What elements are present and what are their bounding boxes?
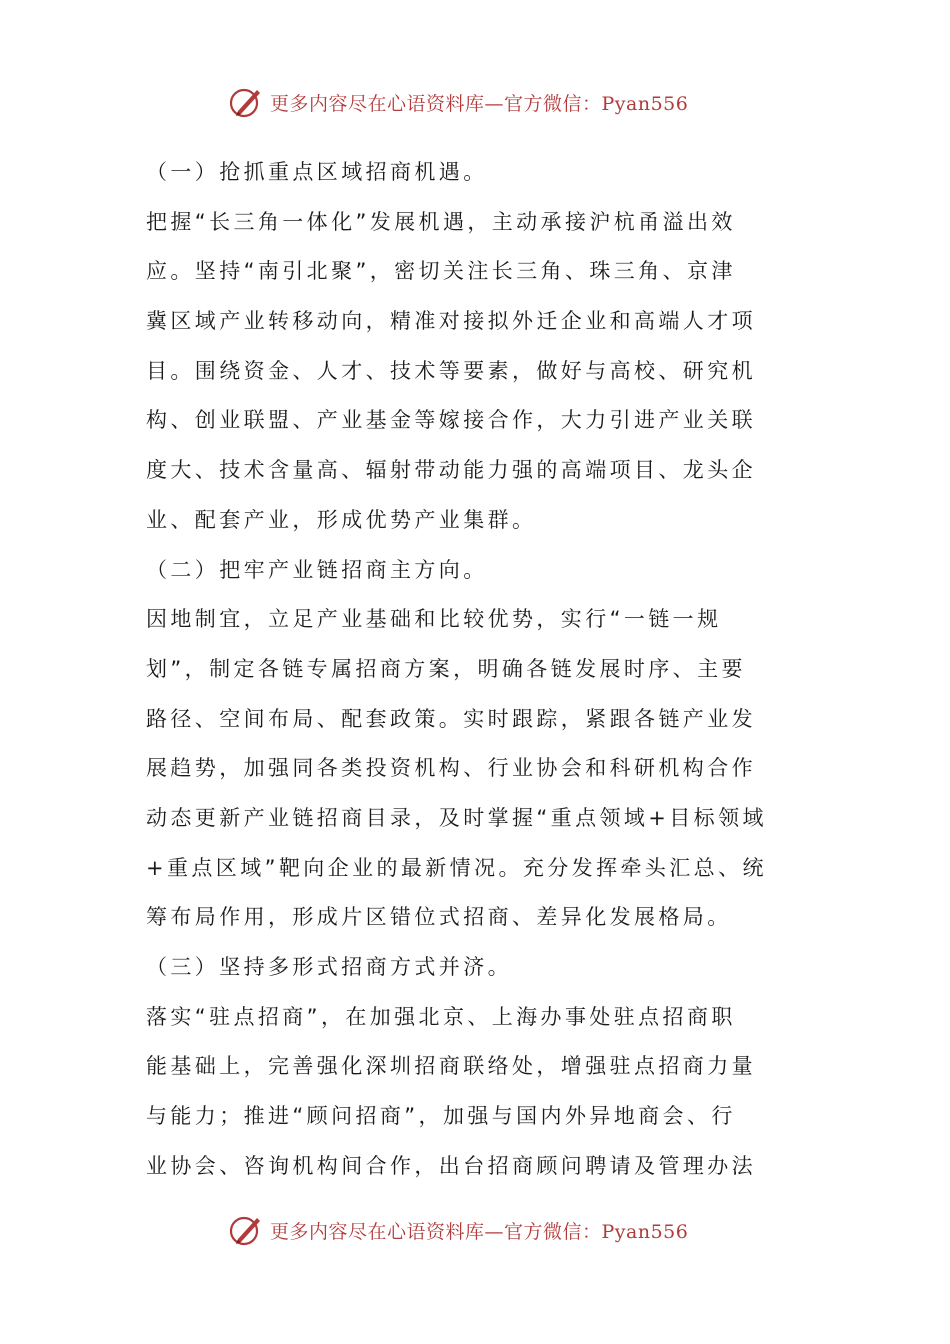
- paragraph-line: 展趋势，加强同各类投资机构、行业协会和科研机构合作: [146, 756, 756, 781]
- pen-logo-icon: [228, 84, 264, 120]
- paragraph-line: 冀区域产业转移动向，精准对接拟外迁企业和高端人才项: [146, 309, 756, 334]
- watermark-bottom: [228, 1212, 688, 1248]
- document-body: [146, 148, 806, 1191]
- paragraph-line: 路径、空间布局、配套政策。实时跟踪，紧跟各链产业发: [146, 706, 756, 731]
- section-heading-3: （三）坚持多形式招商方式并济。: [146, 955, 512, 979]
- paragraph-line: 度大、技术含量高、辐射带动能力强的高端项目、龙头企: [146, 458, 756, 483]
- section-heading-1: （一）抢抓重点区域招商机遇。: [146, 160, 488, 184]
- watermark-text: 更多内容尽在心语资料库—官方微信：Pyan556: [270, 1220, 689, 1243]
- watermark-top: [228, 84, 688, 120]
- paragraph-line: +重点区域”靶向企业的最新情况。充分发挥牵头汇总、统: [146, 855, 767, 880]
- paragraph-line: 应。坚持“南引北聚”，密切关注长三角、珠三角、京津: [146, 259, 736, 284]
- paragraph-line: 与能力；推进“顾问招商”，加强与国内外异地商会、行: [146, 1104, 736, 1129]
- paragraph-line: 因地制宜，立足产业基础和比较优势，实行“一链一规: [146, 607, 722, 632]
- paragraph-line: 动态更新产业链招商目录，及时掌握“重点领域+目标领域: [146, 805, 767, 830]
- paragraph-line: 筹布局作用，形成片区错位式招商、差异化发展格局。: [146, 905, 732, 930]
- paragraph-line: 落实“驻点招商”，在加强北京、上海办事处驻点招商职: [146, 1004, 736, 1029]
- paragraph-line: 目。围绕资金、人才、技术等要素，做好与高校、研究机: [146, 358, 756, 383]
- pen-logo-icon: [228, 1212, 264, 1248]
- section-heading-2: （二）把牢产业链招商主方向。: [146, 557, 488, 582]
- watermark-text: 更多内容尽在心语资料库—官方微信：Pyan556: [270, 92, 689, 115]
- paragraph-line: 能基础上，完善强化深圳招商联络处，增强驻点招商力量: [146, 1054, 756, 1079]
- paragraph-line: 划”，制定各链专属招商方案，明确各链发展时序、主要: [146, 656, 746, 681]
- paragraph-line: 业、配套产业，形成优势产业集群。: [146, 507, 537, 532]
- paragraph-line: 构、创业联盟、产业基金等嫁接合作，大力引进产业关联: [146, 408, 756, 433]
- paragraph-line: 把握“长三角一体化”发展机遇，主动承接沪杭甬溢出效: [146, 209, 736, 234]
- paragraph-line: 业协会、咨询机构间合作，出台招商顾问聘请及管理办法: [146, 1153, 756, 1178]
